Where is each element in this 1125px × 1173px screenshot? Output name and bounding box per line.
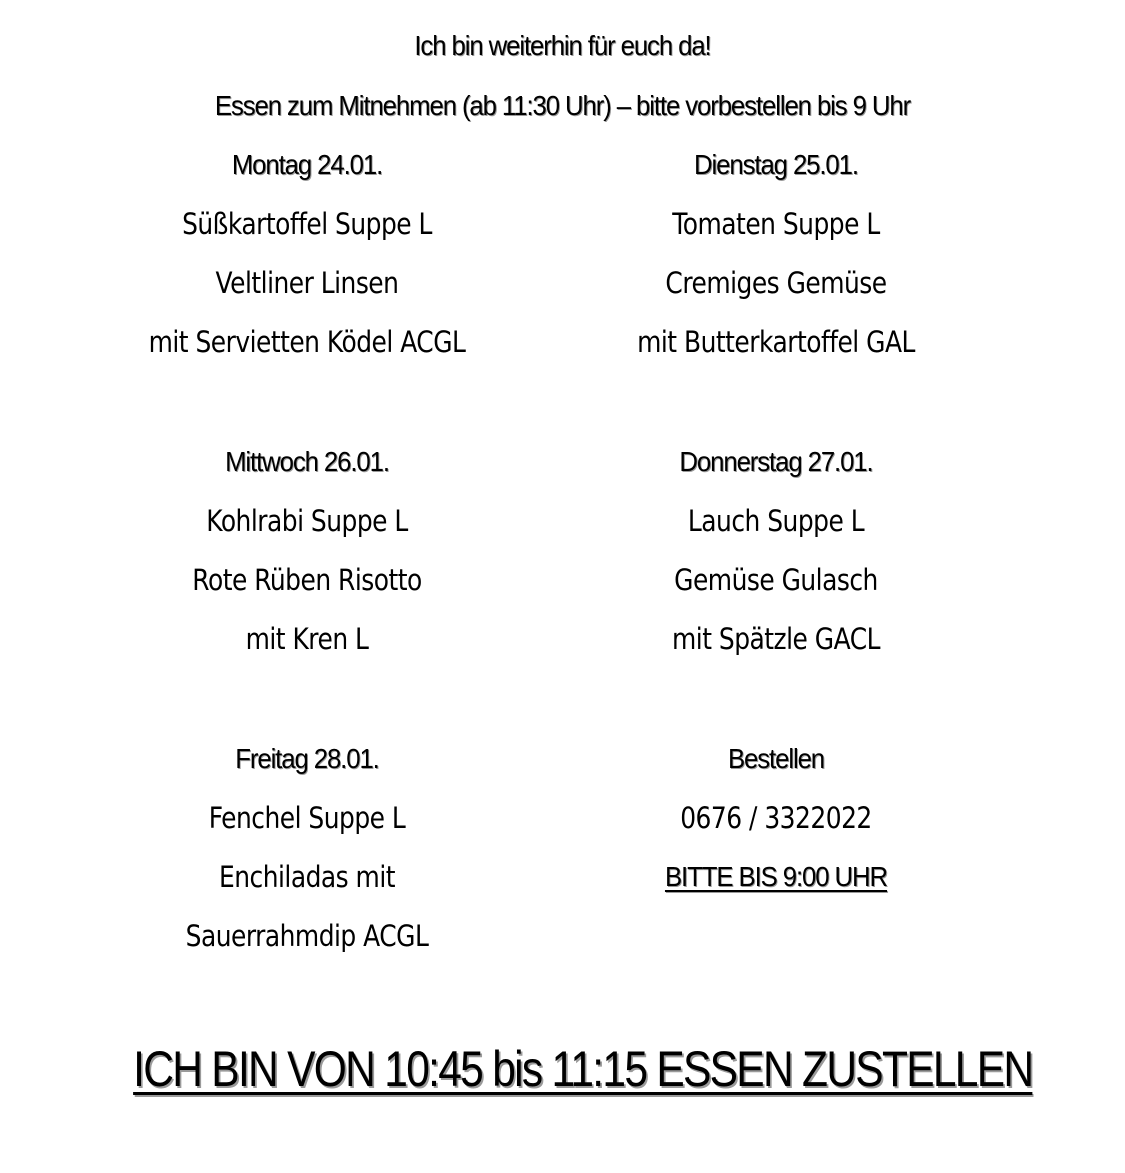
day-title-monday: Montag 24.01. — [231, 149, 383, 180]
menu-item: mit Spätzle GACL — [672, 622, 880, 656]
order-title: Bestellen — [727, 743, 825, 774]
menu-item: Gemüse Gulasch — [674, 563, 878, 597]
menu-item: Veltliner Linsen — [215, 266, 399, 300]
menu-item: mit Kren L — [245, 622, 369, 656]
menu-item: Rote Rüben Risotto — [192, 563, 422, 597]
day-title-tuesday: Dienstag 25.01. — [694, 149, 858, 180]
menu-item: Kohlrabi Suppe L — [206, 504, 408, 538]
order-deadline: BITTE BIS 9:00 UHR — [664, 861, 888, 892]
day-title-friday: Freitag 28.01. — [235, 743, 379, 774]
menu-item: Lauch Suppe L — [687, 504, 865, 538]
day-title-wednesday: Mittwoch 26.01. — [225, 446, 389, 477]
menu-item: Süßkartoffel Suppe L — [182, 207, 432, 241]
menu-item: Fenchel Suppe L — [208, 801, 406, 835]
menu-item: mit Servietten Ködel ACGL — [148, 325, 466, 359]
order-phone: 0676 / 3322022 — [680, 801, 872, 835]
menu-item: mit Butterkartoffel GAL — [637, 325, 915, 359]
header-takeaway-note: Essen zum Mitnehmen (ab 11:30 Uhr) – bitte vorbestellen bis 9 Uhr — [214, 90, 911, 121]
header-greeting: Ich bin weiterhin für euch da! — [414, 30, 711, 61]
menu-item: Sauerrahmdip ACGL — [185, 919, 429, 953]
menu-item: Tomaten Suppe L — [672, 207, 880, 241]
day-title-thursday: Donnerstag 27.01. — [679, 446, 873, 477]
menu-item: Cremiges Gemüse — [665, 266, 887, 300]
delivery-banner: ICH BIN VON 10:45 bis 11:15 ESSEN ZUSTELLEN — [133, 1041, 1033, 1097]
menu-item: Enchiladas mit — [218, 860, 396, 894]
